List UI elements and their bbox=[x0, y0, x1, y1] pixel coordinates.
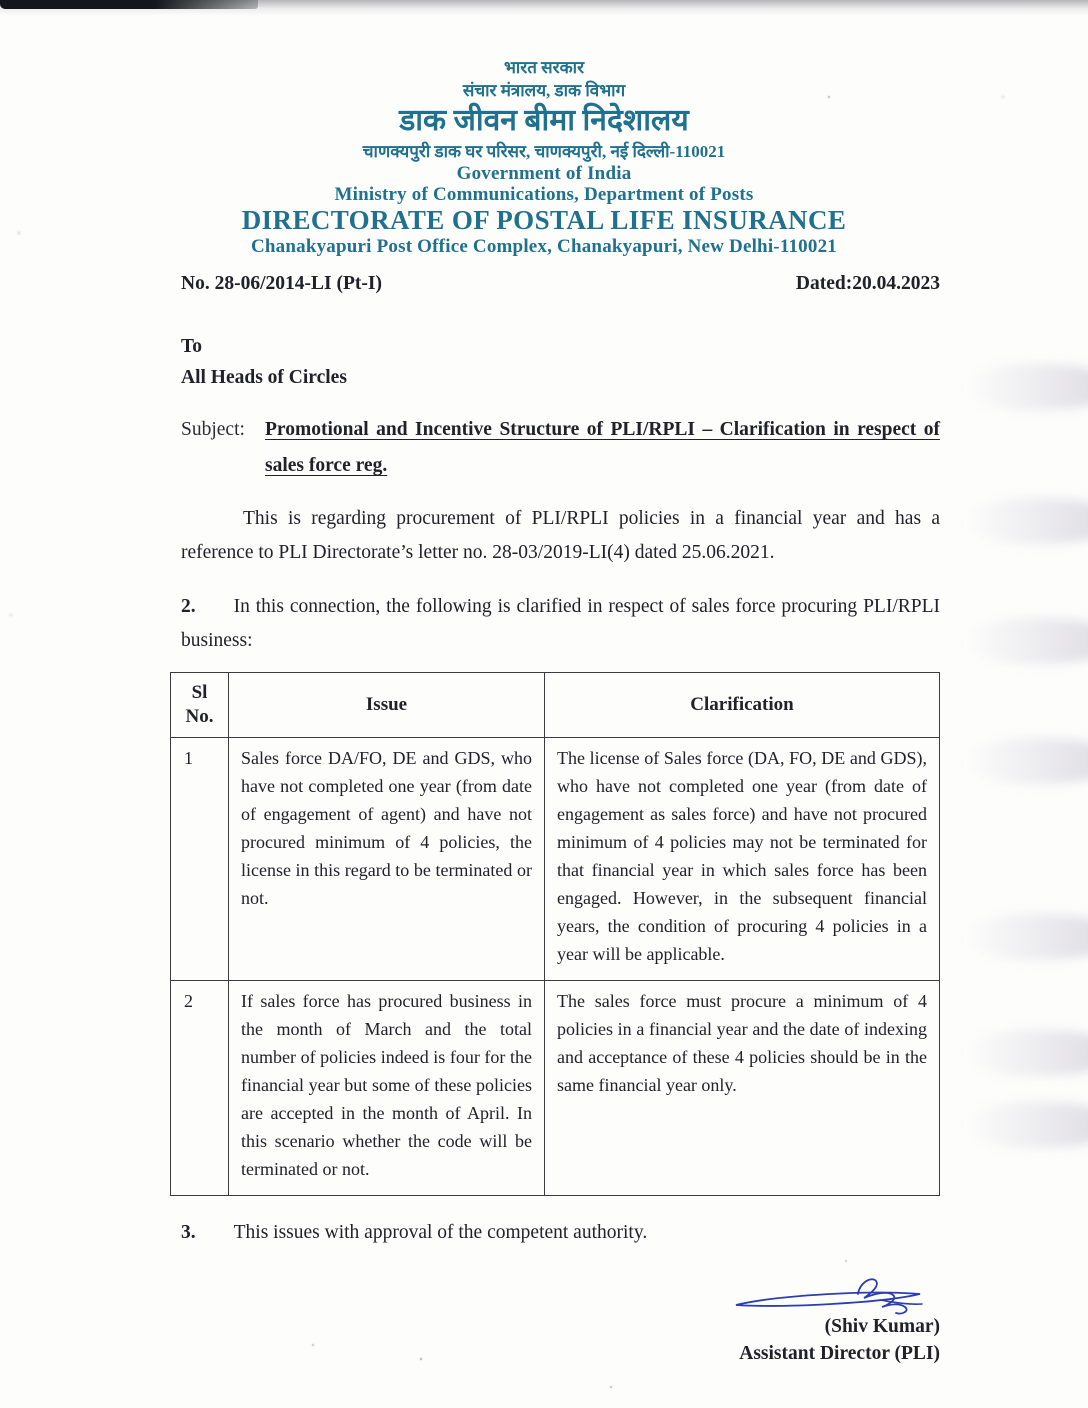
recipient-block bbox=[181, 331, 940, 393]
scan-smudge bbox=[964, 738, 1088, 784]
scan-smudge bbox=[964, 1030, 1088, 1076]
scan-smudge bbox=[964, 1102, 1088, 1148]
row1-clarification: The license of Sales force (DA, FO, DE and GDS), who have not completed one year (from date of engagement as sales force) and have not procured minimum of 4 policies may not be terminated for that financial year in which sales force has been engaged. However, in the subsequent financial years, the condition of procuring 4 policies in a year will be applicable. bbox=[545, 738, 940, 981]
row2-issue: If sales force has procured business in the month of March and the total number of policies indeed is four for the financial year but some of these policies are accepted in the month of April. In this scenario whether the code will be terminated or not. bbox=[229, 981, 545, 1196]
recipient-to: To bbox=[181, 336, 202, 357]
letterhead-govt: Government of India bbox=[456, 163, 632, 184]
signature-block bbox=[181, 1274, 940, 1367]
paragraph-intro: This is regarding procurement of PLI/RPLI policies in a financial year and has a reference to PLI Directorate’s letter no. 28-03/2019-LI(4) dated 25.06.2021. bbox=[181, 508, 940, 563]
letterhead bbox=[0, 0, 1088, 257]
paragraph-3-number: 3. bbox=[181, 1222, 196, 1243]
table-row bbox=[171, 981, 940, 1196]
letterhead-hindi-ministry: संचार मंत्रालय, डाक विभाग bbox=[462, 81, 626, 100]
scan-dark-strip bbox=[0, 0, 258, 9]
letter-date: Dated:20.04.2023 bbox=[795, 273, 940, 294]
column-header-issue: Issue bbox=[229, 673, 545, 738]
row1-sl: 1 bbox=[171, 738, 229, 981]
table-header-row bbox=[171, 673, 940, 738]
row2-sl: 2 bbox=[171, 981, 229, 1196]
subject-text: Promotional and Incentive Structure of PLI/RPLI – Clarification in respect of sales force reg. bbox=[265, 419, 940, 476]
column-header-sl-no: Sl No. bbox=[171, 673, 229, 738]
paragraph-2-text: In this connection, the following is clarified in respect of sales force procuring PLI/RPLI business: bbox=[181, 596, 940, 651]
clarification-table bbox=[170, 672, 940, 1196]
signatory-title: Assistant Director (PLI) bbox=[739, 1343, 940, 1364]
paragraph-3 bbox=[181, 1216, 940, 1250]
recipient-name: All Heads of Circles bbox=[181, 367, 347, 388]
scan-smudge bbox=[964, 914, 1088, 960]
letterhead-hindi-govt: भारत सरकार bbox=[503, 58, 585, 77]
subject-label: Subject: bbox=[181, 419, 245, 440]
scan-smudge bbox=[964, 498, 1088, 544]
letterhead-hindi-address: चाणक्यपुरी डाक घर परिसर, चाणक्यपुरी, नई दिल्ली-110021 bbox=[362, 142, 726, 161]
scan-smudge bbox=[964, 618, 1088, 664]
letterhead-hindi-title: डाक जीवन बीमा निदेशालय bbox=[399, 104, 689, 137]
paragraph-2 bbox=[181, 590, 940, 658]
letterhead-address: Chanakyapuri Post Office Complex, Chanakyapuri, New Delhi-110021 bbox=[250, 236, 837, 257]
paragraph-2-number: 2. bbox=[181, 596, 196, 617]
scan-smudge bbox=[964, 364, 1088, 410]
signatory-name: (Shiv Kumar) bbox=[824, 1316, 940, 1337]
scan-speckles bbox=[0, 0, 2, 2]
letterhead-ministry: Ministry of Communications, Department of Posts bbox=[334, 184, 754, 205]
reference-number: No. 28-06/2014-LI (Pt-I) bbox=[181, 273, 382, 294]
subject-row bbox=[181, 419, 940, 484]
row2-clarification: The sales force must procure a minimum of 4 policies in a financial year and the date of indexing and acceptance of these 4 policies should be in the same financial year only. bbox=[545, 981, 940, 1196]
column-header-clarification: Clarification bbox=[545, 673, 940, 738]
row1-issue: Sales force DA/FO, DE and GDS, who have not completed one year (from date of engagement of agent) and have not procured minimum of 4 policies, the license in this regard to be terminated or not. bbox=[229, 738, 545, 981]
table-row bbox=[171, 738, 940, 981]
reference-row bbox=[181, 273, 940, 295]
letterhead-directorate-title: DIRECTORATE OF POSTAL LIFE INSURANCE bbox=[241, 205, 847, 235]
paragraph-3-text: This issues with approval of the competent authority. bbox=[233, 1222, 648, 1243]
